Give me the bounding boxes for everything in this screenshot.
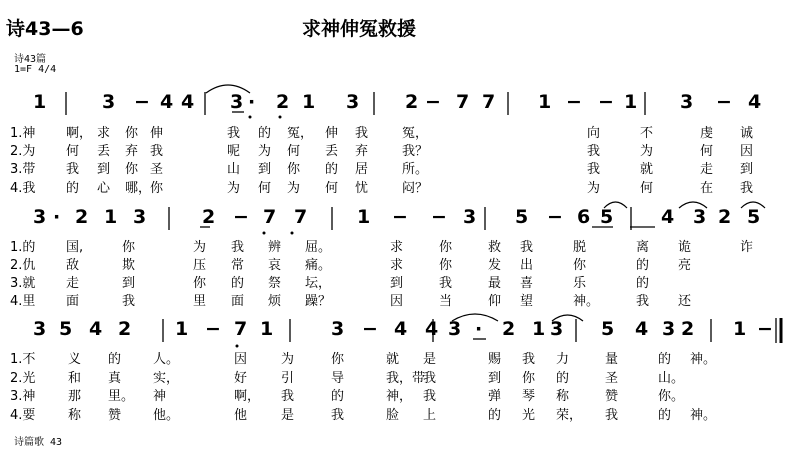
lyric-syllable: 的 — [658, 352, 672, 367]
lyric-syllable: 因 — [390, 294, 404, 309]
note: 3 — [662, 318, 676, 340]
lyric-syllable: 3.就 — [10, 276, 36, 291]
lyric-syllable: 当 — [439, 294, 453, 309]
dash-extension: − — [566, 91, 582, 113]
lyric-syllable: 为 — [227, 181, 241, 196]
note: 5 — [515, 206, 529, 228]
lyric-syllable: 虔 — [700, 126, 714, 141]
lyric-syllable: 的 — [658, 408, 672, 423]
lyric-syllable: 你 — [287, 162, 301, 177]
lyric-syllable: 到 — [740, 162, 754, 177]
lyric-syllable: 我 — [636, 294, 650, 309]
lyric-syllable: 2.为 — [10, 144, 36, 159]
lyric-syllable: 因 — [740, 144, 754, 159]
lyric-syllable: 哀 — [268, 258, 282, 273]
lyric-syllable: 我 — [587, 144, 601, 159]
note: 6 — [577, 206, 591, 228]
lyric-syllable: 赐 — [488, 352, 502, 367]
lyric-syllable: 我 — [520, 240, 534, 255]
lyric-syllable: 诈 — [740, 240, 754, 255]
note: 2 — [276, 91, 290, 113]
lyric-syllable: 望 — [520, 294, 534, 309]
lyric-syllable: 我，带 — [386, 371, 426, 386]
octave-dot — [279, 116, 282, 119]
lyric-syllable: 你 — [193, 276, 207, 291]
dash-extension: − — [431, 206, 447, 228]
lyric-syllable: 祭 — [268, 276, 282, 291]
lyric-syllable: 山 — [227, 162, 241, 177]
lyric-syllable: 忧 — [355, 181, 369, 196]
lyric-syllable: 实， — [153, 371, 180, 386]
lyric-syllable: 我 — [423, 389, 437, 404]
lyric-syllable: 的 — [325, 162, 339, 177]
note: 1 — [733, 318, 747, 340]
lyric-syllable: 乐 — [573, 276, 587, 291]
lyric-syllable: 我 — [331, 408, 345, 423]
lyric-syllable: 心 — [97, 181, 111, 196]
lyric-syllable: 神 — [153, 389, 167, 404]
lyric-syllable: 2.光 — [10, 371, 36, 386]
lyric-syllable: 啊， — [66, 126, 93, 141]
lyric-syllable: 弹 — [488, 389, 502, 404]
lyric-syllable: 向 — [587, 126, 601, 141]
lyric-syllable: 不 — [640, 126, 654, 141]
lyric-syllable: 啊， — [234, 389, 261, 404]
note: 4 — [89, 318, 103, 340]
lyric-syllable: 山。 — [658, 371, 685, 386]
lyric-syllable: 何 — [640, 181, 654, 196]
lyric-syllable: 你 — [331, 352, 345, 367]
lyric-syllable: 因 — [234, 352, 248, 367]
lyric-syllable: 的 — [636, 258, 650, 273]
lyric-syllable: 里 — [193, 294, 207, 309]
lyric-syllable: 称 — [68, 408, 82, 423]
dash-extension: − — [547, 206, 563, 228]
lyric-syllable: 仰 — [488, 294, 502, 309]
note: 3 — [102, 91, 116, 113]
lyric-syllable: 伸 — [150, 126, 164, 141]
lyric-syllable: 你。 — [658, 389, 685, 404]
note: 5 — [601, 318, 615, 340]
lyric-syllable: 弃 — [125, 144, 139, 159]
lyric-syllable: 你 — [125, 126, 139, 141]
lyric-syllable: 所。 — [402, 162, 429, 177]
lyric-syllable: 到 — [488, 371, 502, 386]
lyric-syllable: 到 — [97, 162, 111, 177]
source-line: 诗43篇 — [14, 54, 47, 65]
lyric-syllable: 3.神 — [10, 389, 36, 404]
lyric-syllable: 琴 — [522, 389, 536, 404]
lyric-syllable: 为 — [640, 144, 654, 159]
lyric-syllable: 好 — [234, 371, 248, 386]
lyric-syllable: 1.神 — [10, 126, 36, 141]
lyric-syllable: 丢 — [325, 144, 339, 159]
note: 3 — [680, 91, 694, 113]
lyric-syllable: 亮 — [678, 258, 692, 273]
lyric-syllable: 闷？ — [402, 181, 429, 196]
lyric-syllable: 和 — [68, 371, 82, 386]
lyric-syllable: 我 — [122, 294, 136, 309]
lyric-syllable: 你 — [439, 258, 453, 273]
lyric-syllable: 的 — [636, 276, 650, 291]
lyric-syllable: 坛， — [305, 276, 332, 291]
lyric-syllable: 那 — [68, 389, 82, 404]
dash-extension: − — [598, 91, 614, 113]
lyric-syllable: 我 — [150, 144, 164, 159]
note: 7 — [263, 206, 277, 228]
lyric-syllable: 义 — [68, 352, 82, 367]
lyric-syllable: 哪， — [125, 181, 152, 196]
dash-extension: − — [233, 206, 249, 228]
note: 3 — [133, 206, 147, 228]
lyric-syllable: 在 — [700, 181, 714, 196]
lyric-syllable: 脸 — [386, 408, 400, 423]
dash-extension: − — [757, 318, 773, 340]
octave-dot — [263, 232, 266, 235]
lyric-syllable: 就 — [640, 162, 654, 177]
lyric-syllable: 欺 — [122, 258, 136, 273]
lyric-syllable: 还 — [678, 294, 692, 309]
lyric-syllable: 为 — [287, 181, 301, 196]
slur — [552, 315, 583, 321]
octave-dot — [249, 116, 252, 119]
lyric-syllable: 我？ — [402, 144, 429, 159]
page-title: 求神伸冤救援 — [302, 18, 417, 40]
dot-mark: · — [53, 206, 61, 228]
lyric-syllable: 烦 — [268, 294, 282, 309]
note: 5 — [600, 206, 614, 228]
note: 3 — [463, 206, 477, 228]
lyric-syllable: 你 — [573, 258, 587, 273]
dash-extension: − — [425, 91, 441, 113]
lyric-syllable: 到 — [122, 276, 136, 291]
key-time-signature: 1=F 4/4 — [14, 64, 57, 75]
note: 1 — [175, 318, 189, 340]
lyric-syllable: 4.里 — [10, 294, 36, 309]
lyric-syllable: 最 — [488, 276, 502, 291]
lyric-syllable: 真 — [108, 371, 122, 386]
lyric-syllable: 走 — [66, 276, 80, 291]
lyric-syllable: 敌 — [66, 258, 80, 273]
note: 2 — [502, 318, 516, 340]
lyric-syllable: 何 — [66, 144, 80, 159]
note: 4 — [394, 318, 408, 340]
note: 4 — [748, 91, 762, 113]
lyric-syllable: 的 — [331, 389, 345, 404]
slur — [452, 314, 498, 321]
lyric-syllable: 神。 — [690, 408, 717, 423]
dot-mark: · — [475, 318, 483, 340]
lyric-syllable: 我 — [740, 181, 754, 196]
lyric-syllable: 我 — [605, 408, 619, 423]
lyric-syllable: 为 — [258, 144, 272, 159]
note: 3 — [346, 91, 360, 113]
lyric-syllable: 量 — [605, 352, 619, 367]
lyric-syllable: 冤， — [402, 126, 429, 141]
lyric-syllable: 离 — [636, 240, 650, 255]
lyric-syllable: 圣 — [605, 371, 619, 386]
lyric-syllable: 到 — [390, 276, 404, 291]
lyric-syllable: 里。 — [108, 389, 135, 404]
lyric-syllable: 赞 — [605, 389, 619, 404]
note: 7 — [294, 206, 308, 228]
lyric-syllable: 你 — [150, 181, 164, 196]
lyric-syllable: 力 — [556, 352, 570, 367]
lyric-syllable: 辨 — [268, 240, 282, 255]
lyric-syllable: 面 — [66, 294, 80, 309]
lyric-syllable: 的 — [66, 181, 80, 196]
lyric-syllable: 屈。 — [305, 240, 332, 255]
lyric-syllable: 3.带 — [10, 162, 36, 177]
lyric-syllable: 何 — [325, 181, 339, 196]
lyric-syllable: 我 — [522, 352, 536, 367]
lyric-syllable: 诡 — [678, 240, 692, 255]
lyric-syllable: 1.的 — [10, 240, 36, 255]
note: 7 — [234, 318, 248, 340]
note: 2 — [75, 206, 89, 228]
dash-extension: − — [362, 318, 378, 340]
lyric-syllable: 你 — [125, 162, 139, 177]
lyric-syllable: 的 — [231, 276, 245, 291]
lyric-syllable: 我 — [423, 371, 437, 386]
note: 5 — [59, 318, 73, 340]
lyric-syllable: 的 — [488, 408, 502, 423]
lyric-syllable: 荣， — [556, 408, 583, 423]
lyric-syllable: 发 — [488, 258, 502, 273]
lyric-syllable: 丢 — [97, 144, 111, 159]
note: 5 — [747, 206, 761, 228]
lyric-syllable: 弃 — [355, 144, 369, 159]
dash-extension: − — [134, 91, 150, 113]
lyric-syllable: 为 — [193, 240, 207, 255]
lyric-syllable: 你 — [522, 371, 536, 386]
lyric-syllable: 伸 — [325, 126, 339, 141]
lyric-syllable: 国, — [66, 240, 84, 255]
lyric-syllable: 导 — [331, 371, 345, 386]
note: 3 — [448, 318, 462, 340]
lyric-syllable: 我 — [355, 126, 369, 141]
note: 1 — [33, 91, 47, 113]
note: 1 — [532, 318, 546, 340]
octave-dot — [236, 345, 239, 348]
lyric-syllable: 是 — [423, 352, 437, 367]
lyric-syllable: 称 — [556, 389, 570, 404]
lyric-syllable: 我 — [439, 276, 453, 291]
note: 3 — [550, 318, 564, 340]
note: 2 — [681, 318, 695, 340]
lyric-syllable: 4.我 — [10, 181, 36, 196]
note: 1 — [538, 91, 552, 113]
note: 1 — [357, 206, 371, 228]
hymn-number: 诗43—6 — [6, 18, 84, 40]
dash-extension: − — [716, 91, 732, 113]
note: 7 — [482, 91, 496, 113]
note: 1 — [302, 91, 316, 113]
lyric-syllable: 他。 — [153, 408, 180, 423]
lyric-syllable: 圣 — [150, 162, 164, 177]
lyric-syllable: 常 — [231, 258, 245, 273]
lyric-syllable: 压 — [193, 258, 207, 273]
lyric-syllable: 赞 — [108, 408, 122, 423]
lyric-syllable: 2.仇 — [10, 258, 36, 273]
note: 4 — [181, 91, 195, 113]
note: 3 — [33, 318, 47, 340]
lyric-syllable: 神。 — [573, 294, 600, 309]
note: 7 — [456, 91, 470, 113]
lyric-syllable: 神。 — [690, 352, 717, 367]
lyric-syllable: 呢 — [227, 144, 241, 159]
lyric-syllable: 人。 — [153, 352, 180, 367]
note: 3 — [331, 318, 345, 340]
lyric-syllable: 喜 — [520, 276, 534, 291]
octave-dot — [291, 232, 294, 235]
lyric-syllable: 神， — [386, 389, 413, 404]
lyric-syllable: 我 — [587, 162, 601, 177]
note: 4 — [160, 91, 174, 113]
lyric-syllable: 光 — [522, 408, 536, 423]
lyric-syllable: 救 — [488, 240, 502, 255]
lyric-syllable: 何 — [700, 144, 714, 159]
lyric-syllable: 面 — [231, 294, 245, 309]
lyric-syllable: 躁？ — [305, 294, 332, 309]
lyric-syllable: 你 — [439, 240, 453, 255]
footer-note: 诗篇歌 43 — [14, 437, 63, 448]
lyric-syllable: 是 — [281, 408, 295, 423]
lyric-syllable: 出 — [520, 258, 534, 273]
lyric-syllable: 我 — [231, 240, 245, 255]
note: 2 — [202, 206, 216, 228]
note: 2 — [405, 91, 419, 113]
lyric-syllable: 的 — [108, 352, 122, 367]
lyric-syllable: 为 — [587, 181, 601, 196]
dot-mark: · — [248, 91, 256, 113]
slur — [206, 85, 250, 93]
lyric-syllable: 痛。 — [305, 258, 332, 273]
lyric-syllable: 诚 — [740, 126, 754, 141]
lyric-syllable: 走 — [700, 162, 714, 177]
dash-extension: − — [205, 318, 221, 340]
lyric-syllable: 求 — [390, 258, 404, 273]
lyric-syllable: 为 — [281, 352, 295, 367]
note: 4 — [661, 206, 675, 228]
note: 4 — [425, 318, 439, 340]
lyric-syllable: 居 — [355, 162, 369, 177]
lyric-syllable: 我 — [227, 126, 241, 141]
note: 3 — [33, 206, 47, 228]
lyric-syllable: 求 — [390, 240, 404, 255]
note: 1 — [104, 206, 118, 228]
lyric-syllable: 到 — [258, 162, 272, 177]
note: 2 — [718, 206, 732, 228]
note: 1 — [260, 318, 274, 340]
lyric-syllable: 1.不 — [10, 352, 36, 367]
slur — [679, 202, 707, 208]
note: 4 — [635, 318, 649, 340]
slur — [741, 202, 765, 208]
dash-extension: − — [392, 206, 408, 228]
lyric-syllable: 你 — [122, 240, 136, 255]
lyric-syllable: 何 — [287, 144, 301, 159]
note: 3 — [693, 206, 707, 228]
lyric-syllable: 就 — [386, 352, 400, 367]
lyric-syllable: 脱 — [573, 240, 587, 255]
slur — [604, 202, 627, 208]
lyric-syllable: 上 — [423, 408, 437, 423]
lyric-syllable: 他 — [234, 408, 248, 423]
lyric-syllable: 何 — [258, 181, 272, 196]
note: 2 — [118, 318, 132, 340]
lyric-syllable: 我 — [66, 162, 80, 177]
lyric-syllable: 4.要 — [10, 408, 36, 423]
note: 1 — [624, 91, 638, 113]
lyric-syllable: 的 — [556, 371, 570, 386]
note: 3 — [230, 91, 244, 113]
lyric-syllable: 的 — [258, 126, 272, 141]
lyric-syllable: 引 — [281, 371, 295, 386]
lyric-syllable: 求 — [97, 126, 111, 141]
lyric-syllable: 我 — [281, 389, 295, 404]
lyric-syllable: 冤， — [287, 126, 314, 141]
